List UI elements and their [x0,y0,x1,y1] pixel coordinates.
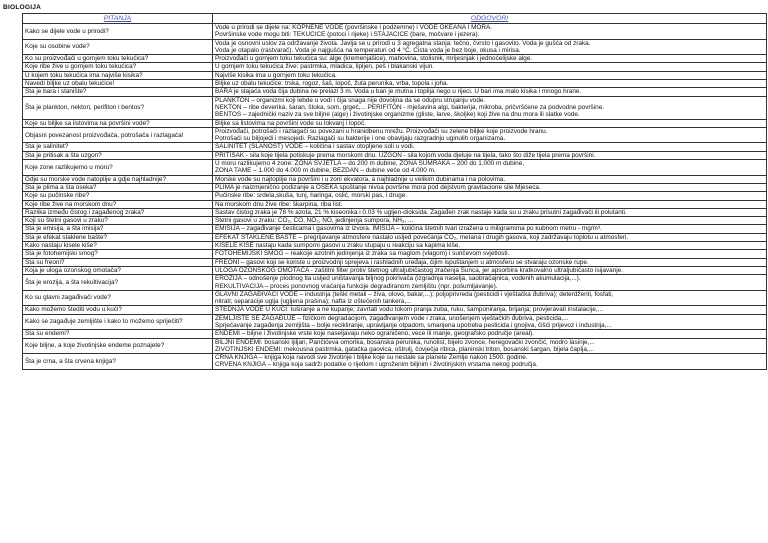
answer-cell [213,217,767,225]
table-row [23,208,767,216]
answer-cell [213,258,767,266]
question-cell: Šta su endemi? [23,330,213,338]
question-cell: Koje su pučinske ribe? [23,192,213,200]
answer-line: REKULTIVACIJA – proces ponovnog vraćanja funkcije degradiranom zemljištu (npr. pošumljavanje). [215,282,498,290]
answer-line: Voda je osnovni uslov za održavanje života. Javlja se u prirodi u 3 agregatna stanja: tečno, čvrsto i gasovito. Voda je gušća od zraka. [215,39,591,47]
answer-cell [213,151,767,159]
answer-line: FOTOHEMIJSKI SMOG – reakcije azotnih jedinjenja iz zraka sa maglom (vlagom) i sunčevom svjetlosti. [215,250,510,258]
table-body [23,24,767,370]
document-title: BIOLOGIJA [3,4,42,11]
answer-line: BARA je stajaća voda čija dubina ne prelazi 3 m. Voda u bari je mutna i toplija nego u rijeci. U bari ima malo kisika i mnogo hrane. [215,88,582,96]
answer-cell [213,314,767,330]
question-cell: Šta je efekat staklene bašte? [23,233,213,241]
answer-line: Sastav čistog zraka je 78 % azota, 21 % kiseonika i 0.03 % ugljen-dioksida. Zagađen zrak nastaje kada su u zraku prisutni zagađivači ili polutanti. [215,208,627,216]
table-row [23,88,767,96]
answer-cell [213,354,767,370]
question-cell: Kako možemo štediti vodu u kući? [23,306,213,314]
answer-cell [213,338,767,354]
answer-line: PRITISAK - sila koje tijela potiskuje prema morskom dnu. UZGON - sila kojom voda djeluje na tijela, tako što diže tijela prema površini. [215,151,596,159]
answer-cell [213,119,767,127]
answers-header: ODGOVORI [213,14,767,24]
question-cell: Gdje su morske vode natoplije a gdje najhladnije? [23,175,213,183]
answer-line: CRVENA KNJIGA – knjiga koja sadrži podatke o rijetkim i ugroženim biljnim i životinjskim vrstama nekog područja. [215,361,538,369]
answer-cell [213,143,767,151]
table-header-row [23,14,767,24]
question-cell: Kako nastaju kisele kiše? [23,242,213,250]
table-row [23,258,767,266]
answer-line: Površinske vode mogu biti: TEKUĆICE (potoci i rijeke) i STAJAĆICE (bare, močvare i jezera). [215,31,480,39]
answer-line: nitrati; separacije uglja (ugljena prašina); nafta iz oštećenih tankera,... [215,298,412,306]
table-row [23,175,767,183]
answer-cell [213,306,767,314]
answer-cell [213,80,767,88]
table-row [23,233,767,241]
answer-cell [213,200,767,208]
question-cell: Šta je pritisak a šta uzgon? [23,151,213,159]
table-row [23,354,767,370]
answer-cell [213,175,767,183]
table-row [23,24,767,40]
answer-cell [213,88,767,96]
answer-line: PLANKTON – organizmi koji lebde u vodi i čija snaga nije dovoljna da se odupru strujanju vode. [215,96,486,104]
question-cell: Šta je fotohemijski smog? [23,250,213,258]
answer-cell [213,63,767,71]
table-row [23,330,767,338]
table-row [23,71,767,79]
answer-cell [213,55,767,63]
answer-line: Biljke sa listovima na površini vode su lokvanj i lopoč. [215,119,366,127]
answer-line: Proizvođači, potrošači i razlagači su povezani u hranidbenu mrežu. Proizvođači su zelene biljke koje proizvode hranu. [215,127,548,135]
answer-cell [213,208,767,216]
answer-line: Proizvođači u gornjem toku tekućica su: alge (kremenjašice), mahovina, stolisnik, mrijesnjak i jednoćelijske alge. [215,55,533,63]
table-row [23,200,767,208]
table-row [23,96,767,119]
qa-table [22,13,767,370]
answer-line: U moru razlikujemo 4 zone: ZONA SVJETLA – do 200 m dubine, ZONA SUMRAKA – 200 do 1.000 m dubine, [215,160,525,168]
answer-cell [213,71,767,79]
table-row [23,306,767,314]
answer-line: BENTOS – zajednički naziv za sve biljne (alge) i životinjske organizme (gliste, larve, školjke) koji žive na dnu mora ili slatke vode. [215,111,580,119]
answer-cell [213,266,767,274]
answer-cell [213,242,767,250]
answer-line: Na morskom dnu žive ribe: škarpina, riba list. [215,200,343,208]
question-cell: Šta je emisija, a šta imisija? [23,225,213,233]
answer-line: ZONA TAME – 1.000 do 4.000 m dubine, BEZDAN – dubine veće od 4.000 m. [215,167,436,175]
answer-line: Voda je otapalo (rastvarač). Voda je najgušća na temperaturi od 4 °C. Čista voda je bez boje, okusa i mirisa. [215,46,521,54]
answer-line: NEKTON – ribe deverika, šaran, štuka, som, grgeč,... PERIFITON - mješavina algi, bakterija, mikroba, pričvršćene za podvodne površine. [215,103,605,111]
question-cell: Objasni povezanost proizvođača, potrošača i razlagača! [23,127,213,143]
question-cell: U kojem toku tekućica ima najviše kisika? [23,71,213,79]
answer-line: Vode u prirodi se dijele na: KOPNENE VODE (površinske i podzemne) i VODE OKEANA I MORA. [215,24,493,31]
answer-cell [213,233,767,241]
question-cell: Koje su osobine vode? [23,39,213,55]
answer-cell [213,330,767,338]
question-cell: Navedi biljke uz obalu tekućice! [23,80,213,88]
answer-line: ULOGA OZONSKOG OMOTAČA - zaštitni filter protiv štetnog ultraljubičastog zračenja Sunca, jer apsorbira kratkovalno ultraljubičasto isijavanje. [215,266,623,274]
answer-cell [213,225,767,233]
answer-cell [213,160,767,176]
answer-line: ŽIVOTINJSKI ENDEMI: mekousna pastrmka, gatačka gaovica, oštrulj, čovječja ribica, planinski triton, bosanski šargan, bijela čaplja,... [215,345,594,353]
answer-line: CRNA KNJIGA – knjiga koja navodi sve životinje i biljke koje su nestale sa planete Zemlje nakon 1500. godine. [215,354,528,362]
table-row [23,80,767,88]
table-row [23,192,767,200]
question-cell: Ko su glavni zagađivači vode? [23,290,213,306]
question-cell: Koje ribe žive na morskom dnu? [23,200,213,208]
answer-line: U gornjem toku tekućica žive: pastrmka, mladica, lipljen, peš i blakanski vijun. [215,63,435,71]
table-row [23,314,767,330]
answer-line: Morske vode su najtoplije na površini i u zoni ekvatora, a najhladnije u velikim dubinama i na polovima. [215,175,506,183]
answer-cell [213,290,767,306]
table-row [23,250,767,258]
answer-line: Potrošači su biljojedi i mesojedi. Razlagači su bakterije i one obavljaju razgradnju uginulih organizama. [215,135,506,143]
answer-line: Sprječavanje zagađenja zemljišta – bolje recikliranje, upravljanje otpadom, smanjena upotreba pesticida i gnojiva, čišći prijevoz i industrija,... [215,321,612,329]
question-cell: Koje biljne, a koje životinjske endeme poznajete? [23,338,213,354]
question-cell: Šta je salinitet? [23,143,213,151]
table-row [23,55,767,63]
answer-cell [213,183,767,191]
answer-line: ENDEMI – biljne i životinjske vrste koje naseljavaju neko ograničeno, vece ili manje, geografsko područje (areal). [215,330,534,338]
table-row [23,63,767,71]
answer-line: GLAVNI ZAGAĐIVAČI VODE – industrija (teški metali – živa, olovo, bakar,...); poljoprivreda (pesticidi i vještačka đubriva); deterdženti, fosfati, [215,290,614,298]
table-row [23,217,767,225]
table-row [23,183,767,191]
questions-header: PITANJA [23,14,213,24]
answer-cell [213,275,767,291]
answer-line: PLIMA je naizmjenično podizanje a OSEKA spuštanje nivoa površine mora pod dejstvom gravitacione sile Mjeseca. [215,183,541,191]
answer-cell [213,192,767,200]
table-row [23,119,767,127]
answer-line: BILJNI ENDEMI: bosanski ljiljan, Pančićeva omorika, bosanska perunika, runolist, bijelo zvonce, heregovački zvončić, modro lasinje,... [215,338,595,346]
answer-line: KISELE KIŠE nastaju kada sumporni gasovi u zraku stupaju u reakciju sa kapima kiše. [215,242,461,250]
answer-cell [213,96,767,119]
table-row [23,242,767,250]
question-cell: Kako se zagađuje zemljište i kako to možemo spriječiti? [23,314,213,330]
question-cell: Ko su proizvođači u gornjem toku tekućica? [23,55,213,63]
answer-line: Najviše kisika ima u gornjem toku tekućica. [215,71,337,79]
answer-line: Pučinske ribe: srdela,skuša, tunj, haringa, oslić, morski pas, i druge. [215,192,408,200]
question-cell: Koje ribe žive u gornjem toku tekućica? [23,63,213,71]
answer-line: EROZIJA – odnošenje plodnog tla usljed uništavanja biljnog pokrivača (izgradnja naselja, saobraćajnica, vodenih akumulacija,...). [215,275,581,283]
table-row [23,151,767,159]
answer-line: Biljke uz obalu tekućice: trska, rogoz, šaš, lopoč, žuta perunika, vrba, topola i joha. [215,80,449,88]
answer-line: EMISIJA – zagađivanje česticama i gasovima iz izvora. IMISIJA – količina štetnih tvari izražena u miligramima po kubnom metru - mg/m³. [215,225,602,233]
table-row [23,266,767,274]
table-row [23,39,767,55]
question-cell: Razlika između čistog i zagađenog zraka? [23,208,213,216]
answer-line: SALINITET (SLANOST) VODE – količina i sastav otopljene soli u vodi. [215,143,415,151]
question-cell: Šta je crna, a šta crvena knjiga? [23,354,213,370]
question-cell: Šta je plankton, nekton, perifiton i bentos? [23,96,213,119]
question-cell: Šta su freoni? [23,258,213,266]
answer-line: EFEKAT STAKLENE BAŠTE – pregrijavanje atmosfere nastalo usljed povećanja CO₂, metana i drugih gasova, koji zadržavaju toplotu u atmosferi. [215,233,629,241]
answer-cell [213,39,767,55]
question-cell: Koje zone razlikujemo u moru? [23,160,213,176]
table-row [23,225,767,233]
question-cell: Koja je uloga ozonskog omotača? [23,266,213,274]
answer-cell [213,250,767,258]
question-cell: Koje su biljke sa listovima na površini vode? [23,119,213,127]
table-row [23,160,767,176]
question-cell: Šta je plima a šta oseka? [23,183,213,191]
answer-line: FREONI – gasovi koji se koriste u proizvodnji spreјeva i rashladnih uređaja, čijim ispuštanjem u atmosferu se stvaraju ozonske rupe. [215,258,589,266]
table-row [23,127,767,143]
question-cell: Šta je bara i stanište? [23,88,213,96]
question-cell: Kako se dijele vode u prirodi? [23,24,213,40]
answer-cell [213,127,767,143]
answer-line: ZEMLJIŠTE SE ZAGAĐUJE – fizičkom degradacijom, zagađivanjem vode i zraka, unošenjem vještačkih đubriva, pesticida,... [215,314,569,322]
table-row [23,275,767,291]
table-row [23,290,767,306]
question-cell: Šta je erozija, a šta rekultivacija? [23,275,213,291]
table-row [23,143,767,151]
answer-cell [213,24,767,40]
answer-line: Štetni gasovi u zraku: CO₂, CO, NO₂, NO, jedinjenja sumpora, NH₃, ... [215,217,414,225]
question-cell: Koji su štetni gasovi u zraku? [23,217,213,225]
table-row [23,338,767,354]
answer-line: ŠTEDNJA VODE U KUĆI: tuširanje a ne kupanje; zavrtati vodu tokom pranja zuba, ruku, šamponiranja, brijanja; provjeravati instalacije,... [215,306,603,314]
